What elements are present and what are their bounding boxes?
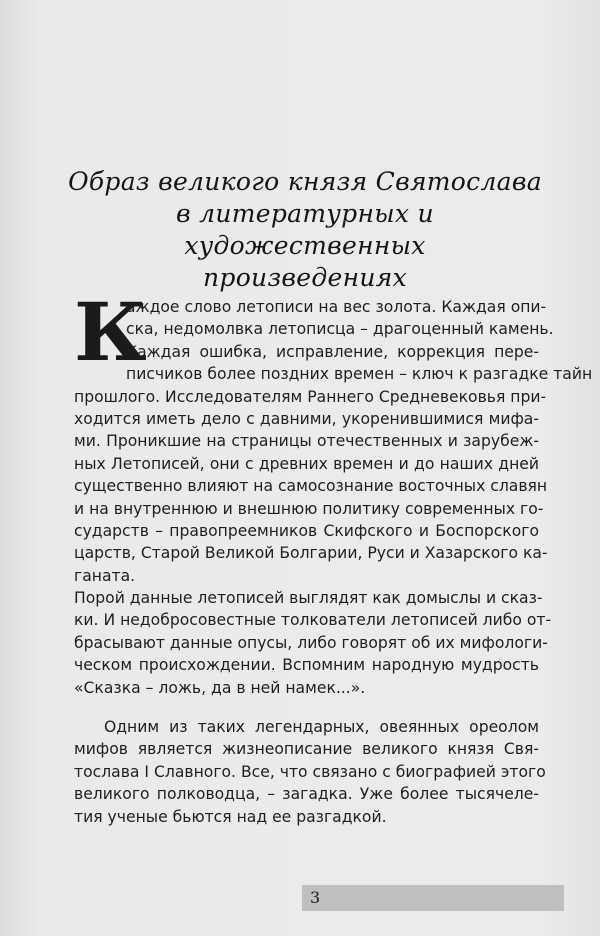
text-line: ки. И недобросовестные толкователи летописей либо от- — [74, 611, 552, 630]
page-number: 3 — [310, 888, 321, 907]
text-line: сударств – правопреемников Скифского и Боспорского — [74, 521, 539, 540]
text-line: существенно влияют на самосознание восточных славян — [74, 477, 548, 496]
chapter-title-line-1: Образ великого князя Святослава — [68, 167, 542, 196]
text-line: прошлого. Исследователям Раннего Средневековья при- — [74, 387, 547, 406]
text-line: писчиков более поздних времен – ключ к разгадке тайн — [126, 365, 593, 384]
text-line: мифов является жизнеописание великого князя Свя- — [74, 740, 539, 759]
text-line: тослава I Славного. Все, что связано с биографией этого — [74, 762, 546, 781]
chapter-title-line-2: в литературных и художественных — [176, 199, 434, 260]
text-line: брасывают данные опусы, либо говорят об их мифологи- — [74, 633, 548, 652]
text-line: «Сказка – ложь, да в ней намек...». — [74, 678, 366, 697]
text-line: Одним из таких легендарных, овеянных ореолом — [104, 718, 539, 736]
page-number-bar — [302, 885, 564, 911]
text-line: и на внутреннюю и внешнюю политику современных го- — [74, 499, 544, 518]
chapter-title-line-3: произведениях — [203, 263, 407, 292]
text-line: Порой данные летописей выглядят как домыслы и сказ- — [74, 589, 543, 608]
text-line: ганата. — [74, 566, 136, 585]
text-line: Каждая ошибка, исправление, коррекция пере- — [126, 342, 539, 361]
text-line: ходится иметь дело с давними, укоренившимися мифа- — [74, 409, 539, 428]
drop-cap: К — [74, 285, 147, 379]
text-line: ческом происхождении. Вспомним народную мудрость — [74, 656, 539, 675]
intro-paragraph — [74, 285, 593, 699]
chapter-title — [60, 166, 550, 294]
text-line: тия ученые бьются над ее разгадкой. — [74, 807, 387, 826]
text-line: великого полководца, – загадка. Уже более тысячеле- — [74, 785, 539, 804]
text-line: ных Летописей, они с древних времен и до наших дней — [74, 454, 539, 473]
text-line: ми. Проникшие на страницы отечественных и зарубеж- — [74, 432, 539, 451]
text-line: аждое слово летописи на вес золота. Каждая опи- — [126, 298, 547, 316]
text-line: царств, Старой Великой Болгарии, Руси и Хазарского ка- — [74, 544, 548, 563]
second-paragraph — [74, 716, 546, 828]
text-line: ска, недомолвка летописца – драгоценный камень. — [126, 320, 554, 339]
